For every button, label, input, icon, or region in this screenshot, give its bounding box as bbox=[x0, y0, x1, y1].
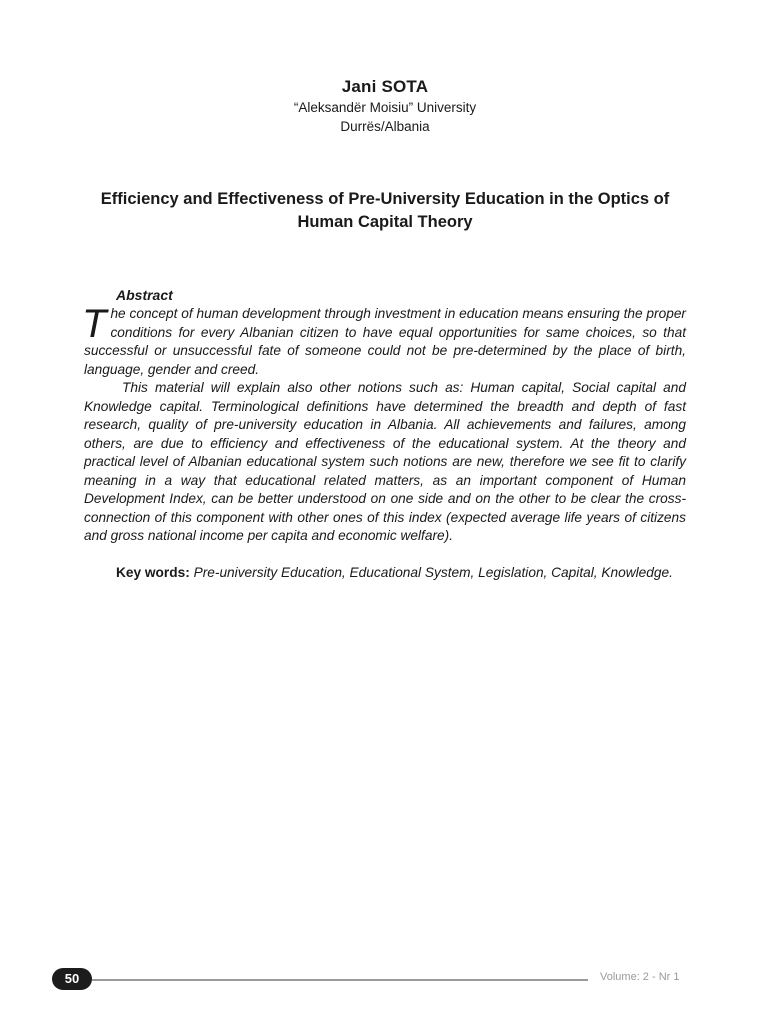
abstract-heading: Abstract bbox=[116, 287, 173, 303]
author-name: Jani SOTA bbox=[341, 77, 429, 96]
keywords-text: Pre-university Education, Educational System, Legislation, Capital, Knowledge. bbox=[189, 564, 673, 580]
author-block bbox=[0, 76, 770, 136]
abstract-paragraph-1-text: he concept of human development through investment in education means ensuring the proper conditions for every Albanian citizen to have equal opportunities for same choices, so that successful or unsuccessful fate of someone could not be pre-determined by the place of birth, language, gender and creed. bbox=[84, 306, 686, 377]
keywords-label: Key words: bbox=[116, 564, 190, 580]
abstract-body bbox=[82, 302, 686, 582]
page-number-badge: 50 bbox=[52, 968, 92, 990]
paper-title: Efficiency and Effectiveness of Pre-University Education in the Optics of Human Capital Theory bbox=[100, 190, 670, 231]
abstract-paragraph-1 bbox=[82, 302, 686, 379]
drop-cap: T bbox=[82, 302, 107, 346]
page-footer bbox=[52, 966, 692, 994]
volume-label: Volume: 2 - Nr 1 bbox=[600, 971, 680, 983]
abstract-paragraph-2: This material will explain also other notions such as: Human capital, Social capital and Knowledge capital. Terminological definitions have determined the breadth and depth of fast research, quality of pre-university education in Albania. All achievements and failures, among others, are due to efficiency and effectiveness of the educational system. At the theory and practical level of Albanian educational system such notions are new, therefore we see fit to clarify meaning in a way that educational related matters, as an important component of Human Development Index, can be better understood on one side and on the other to be clear the cross-connection of this component with other ones of this index (expected average life years of citizens and gross national income per capita and economic welfare). bbox=[84, 380, 686, 543]
author-university: “Aleksandër Moisiu” University bbox=[293, 100, 477, 115]
footer-divider bbox=[92, 979, 588, 981]
keywords bbox=[84, 564, 686, 583]
author-location: Durrës/Albania bbox=[340, 119, 430, 134]
